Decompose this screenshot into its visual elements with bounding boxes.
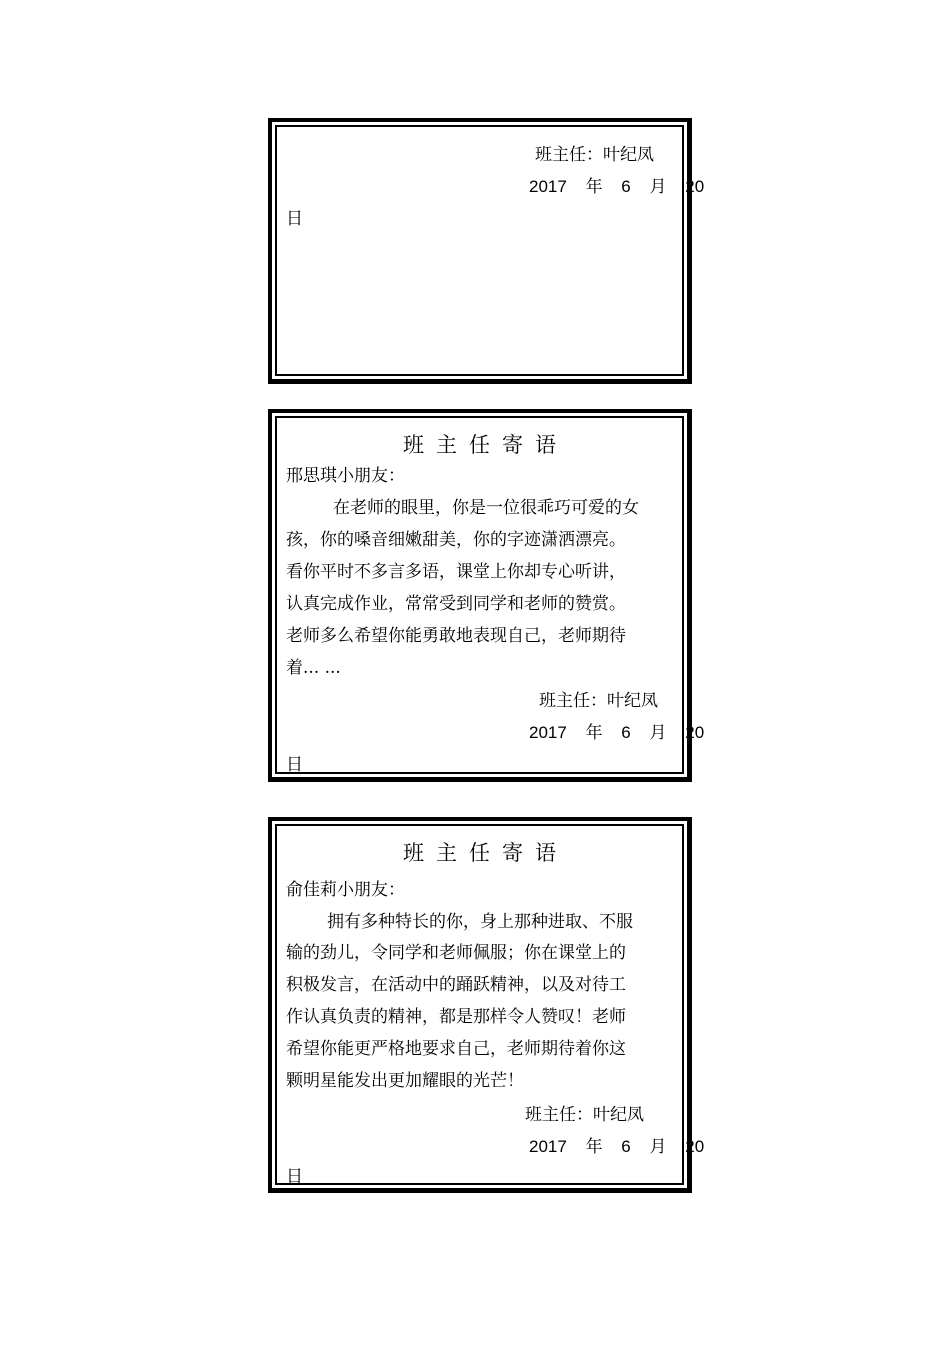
date-day-unit: 日 [286,755,303,775]
date-month-unit: 月 [649,1137,667,1156]
date-day-unit: 日 [286,209,303,229]
date-day: 20 [685,177,705,196]
body-line-2: 孩，你的嗓音细嫩甜美，你的字迹潇洒漂亮。 [286,530,626,550]
body-line-1: 在老师的眼里，你是一位很乖巧可爱的女 [333,498,639,518]
card-inner-frame [275,125,705,376]
card-inner-frame [275,824,705,1187]
card-title: 班主任寄语 [403,433,568,457]
date-month: 6 [621,723,631,742]
card-title: 班主任寄语 [403,841,568,865]
message-card-2 [268,409,705,782]
date-year: 2017 [529,723,567,742]
date-year-unit: 年 [585,723,603,742]
body-line-4: 作认真负责的精神，都是那样令人赞叹！老师 [286,1007,626,1027]
date-month: 6 [621,1137,631,1156]
body-line-6: 颗明星能发出更加耀眼的光芒！ [286,1071,524,1091]
body-line-2: 输的劲儿，令同学和老师佩服；你在课堂上的 [286,943,626,963]
date-day: 20 [685,1137,705,1156]
greeting: 俞佳莉小朋友： [286,880,405,900]
body-line-6: 着... ... [286,658,341,678]
body-line-3: 积极发言，在活动中的踊跃精神，以及对待工 [286,975,626,995]
date-line [529,177,704,197]
date-year: 2017 [529,177,567,196]
date-month-unit: 月 [649,723,667,742]
body-line-5: 希望你能更严格地要求自己，老师期待着你这 [286,1039,626,1059]
greeting: 邢思琪小朋友： [286,466,405,486]
body-line-5: 老师多么希望你能勇敢地表现自己，老师期待 [286,626,626,646]
card-inner-frame [275,416,705,775]
teacher-signature: 班主任：叶纪凤 [535,145,654,165]
date-day: 20 [685,723,705,742]
body-line-1: 拥有多种特长的你，身上那种进取、不服 [327,912,633,932]
date-line [529,1137,704,1157]
date-day-unit: 日 [286,1167,303,1187]
teacher-signature: 班主任：叶纪凤 [539,691,658,711]
teacher-signature: 班主任：叶纪凤 [525,1105,644,1125]
date-year-unit: 年 [585,1137,603,1156]
message-card-1 [268,118,705,384]
date-year: 2017 [529,1137,567,1156]
message-card-3 [268,817,705,1193]
date-year-unit: 年 [585,177,603,196]
date-line [529,723,704,743]
body-line-4: 认真完成作业，常常受到同学和老师的赞赏。 [286,594,626,614]
date-month-unit: 月 [649,177,667,196]
body-line-3: 看你平时不多言多语，课堂上你却专心听讲， [286,562,626,582]
date-month: 6 [621,177,631,196]
